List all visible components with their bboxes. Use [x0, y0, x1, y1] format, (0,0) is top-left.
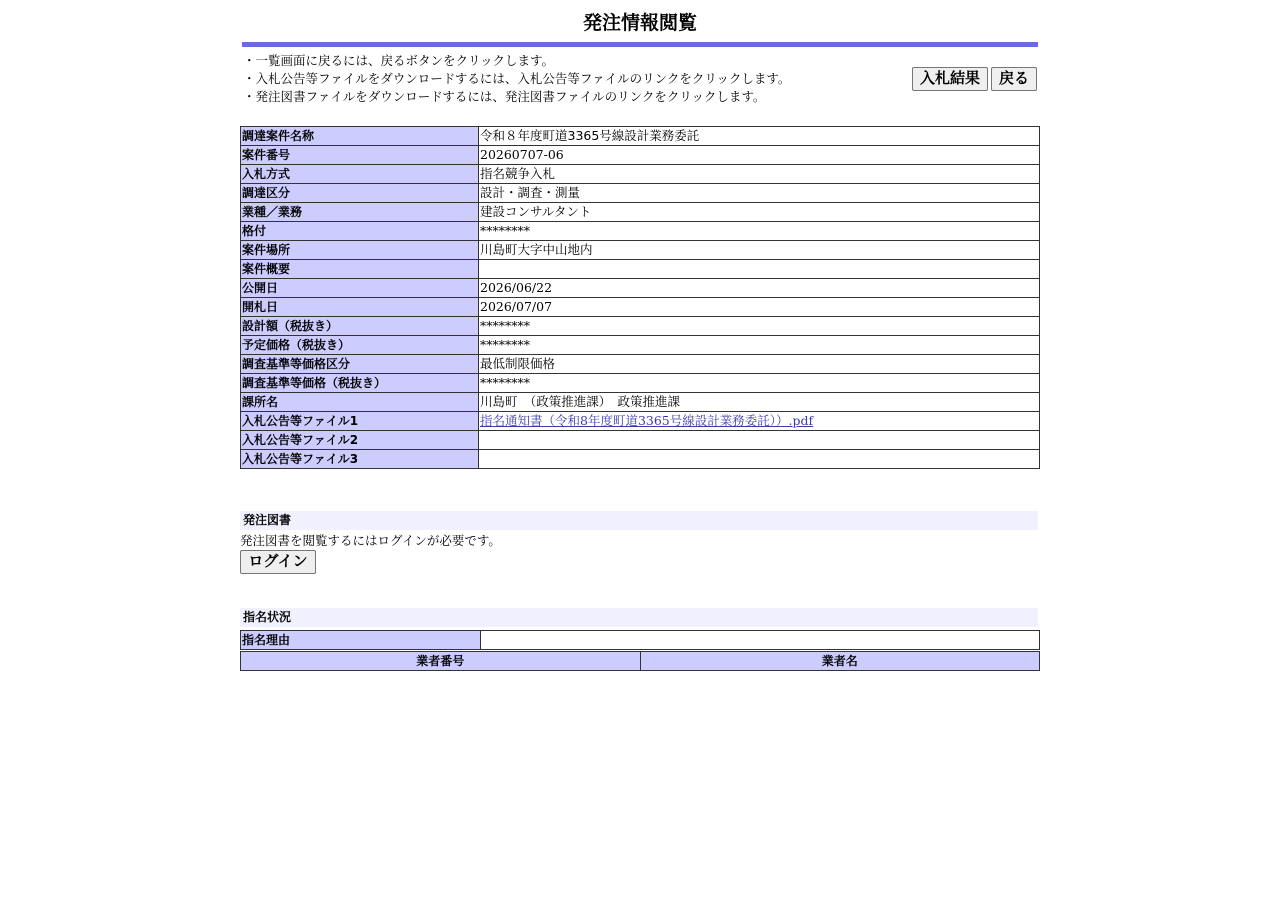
field-value: ******** [479, 317, 1040, 336]
page-title: 発注情報閲覧 [582, 12, 697, 34]
table-row [241, 412, 1040, 431]
field-value [479, 412, 1040, 431]
nominated-vendors-table [240, 651, 1040, 671]
table-row [241, 203, 1040, 222]
nomination-reason-label: 指名理由 [241, 631, 481, 650]
table-row [241, 336, 1040, 355]
table-row [241, 184, 1040, 203]
field-value [479, 431, 1040, 450]
back-button[interactable]: 戻る [991, 67, 1037, 91]
nomination-reason-table [240, 630, 1040, 650]
login-required-note: 発注図書を閲覧するにはログインが必要です。 [240, 533, 501, 548]
field-label: 入札公告等ファイル3 [241, 450, 479, 469]
field-label: 課所名 [241, 393, 479, 412]
nomination-reason-value [481, 631, 1040, 650]
field-value: 2026/06/22 [479, 279, 1040, 298]
column-header-vendor-name: 業者名 [640, 652, 1040, 671]
table-row [241, 298, 1040, 317]
table-row [241, 431, 1040, 450]
field-label: 公開日 [241, 279, 479, 298]
field-label: 入札公告等ファイル1 [241, 412, 479, 431]
table-row [241, 450, 1040, 469]
instruction-line: ・一覧画面に戻るには、戻るボタンをクリックします。 [243, 53, 555, 68]
column-header-vendor-number: 業者番号 [241, 652, 641, 671]
field-label: 入札公告等ファイル2 [241, 431, 479, 450]
table-row [241, 631, 1040, 650]
field-value [479, 450, 1040, 469]
table-row [241, 260, 1040, 279]
field-value [479, 260, 1040, 279]
table-row [241, 127, 1040, 146]
table-row [241, 222, 1040, 241]
bid-result-button[interactable]: 入札結果 [912, 67, 988, 91]
field-label: 調査基準等価格区分 [241, 355, 479, 374]
field-label: 案件番号 [241, 146, 479, 165]
field-label: 案件場所 [241, 241, 479, 260]
table-row [241, 355, 1040, 374]
nomination-section-heading: 指名状況 [240, 608, 1038, 627]
field-label: 業種／業務 [241, 203, 479, 222]
table-row [241, 165, 1040, 184]
field-value: 川島町大字中山地内 [479, 241, 1040, 260]
title-underline-bar [242, 42, 1038, 47]
field-label: 予定価格（税抜き） [241, 336, 479, 355]
field-value: ******** [479, 336, 1040, 355]
instructions [243, 52, 790, 106]
table-row [241, 241, 1040, 260]
procurement-info-table [240, 126, 1040, 469]
field-label: 設計額（税抜き） [241, 317, 479, 336]
field-value: 最低制限価格 [479, 355, 1040, 374]
field-value: 2026/07/07 [479, 298, 1040, 317]
field-label: 調達案件名称 [241, 127, 479, 146]
field-label: 調達区分 [241, 184, 479, 203]
field-value: 20260707-06 [479, 146, 1040, 165]
notice-file-1-link[interactable]: 指名通知書（令和8年度町道3365号線設計業務委託））.pdf [480, 413, 814, 428]
field-label: 開札日 [241, 298, 479, 317]
field-value: 建設コンサルタント [479, 203, 1040, 222]
field-label: 格付 [241, 222, 479, 241]
table-row [241, 279, 1040, 298]
field-value: ******** [479, 374, 1040, 393]
table-row [241, 317, 1040, 336]
field-value: 令和８年度町道3365号線設計業務委託 [479, 127, 1040, 146]
instruction-line: ・入札公告等ファイルをダウンロードするには、入札公告等ファイルのリンクをクリックします。 [243, 71, 791, 86]
instruction-line: ・発注図書ファイルをダウンロードするには、発注図書ファイルのリンクをクリックします。 [243, 89, 766, 104]
field-value: 川島町 （政策推進課） 政策推進課 [479, 393, 1040, 412]
table-row [241, 146, 1040, 165]
field-label: 案件概要 [241, 260, 479, 279]
login-button[interactable]: ログイン [240, 550, 316, 574]
table-row [241, 393, 1040, 412]
field-value: ******** [479, 222, 1040, 241]
field-label: 調査基準等価格（税抜き） [241, 374, 479, 393]
table-header-row [241, 652, 1040, 671]
field-value: 設計・調査・測量 [479, 184, 1040, 203]
field-label: 入札方式 [241, 165, 479, 184]
table-row [241, 374, 1040, 393]
field-value: 指名競争入札 [479, 165, 1040, 184]
drawings-section-heading: 発注図書 [240, 511, 1038, 530]
